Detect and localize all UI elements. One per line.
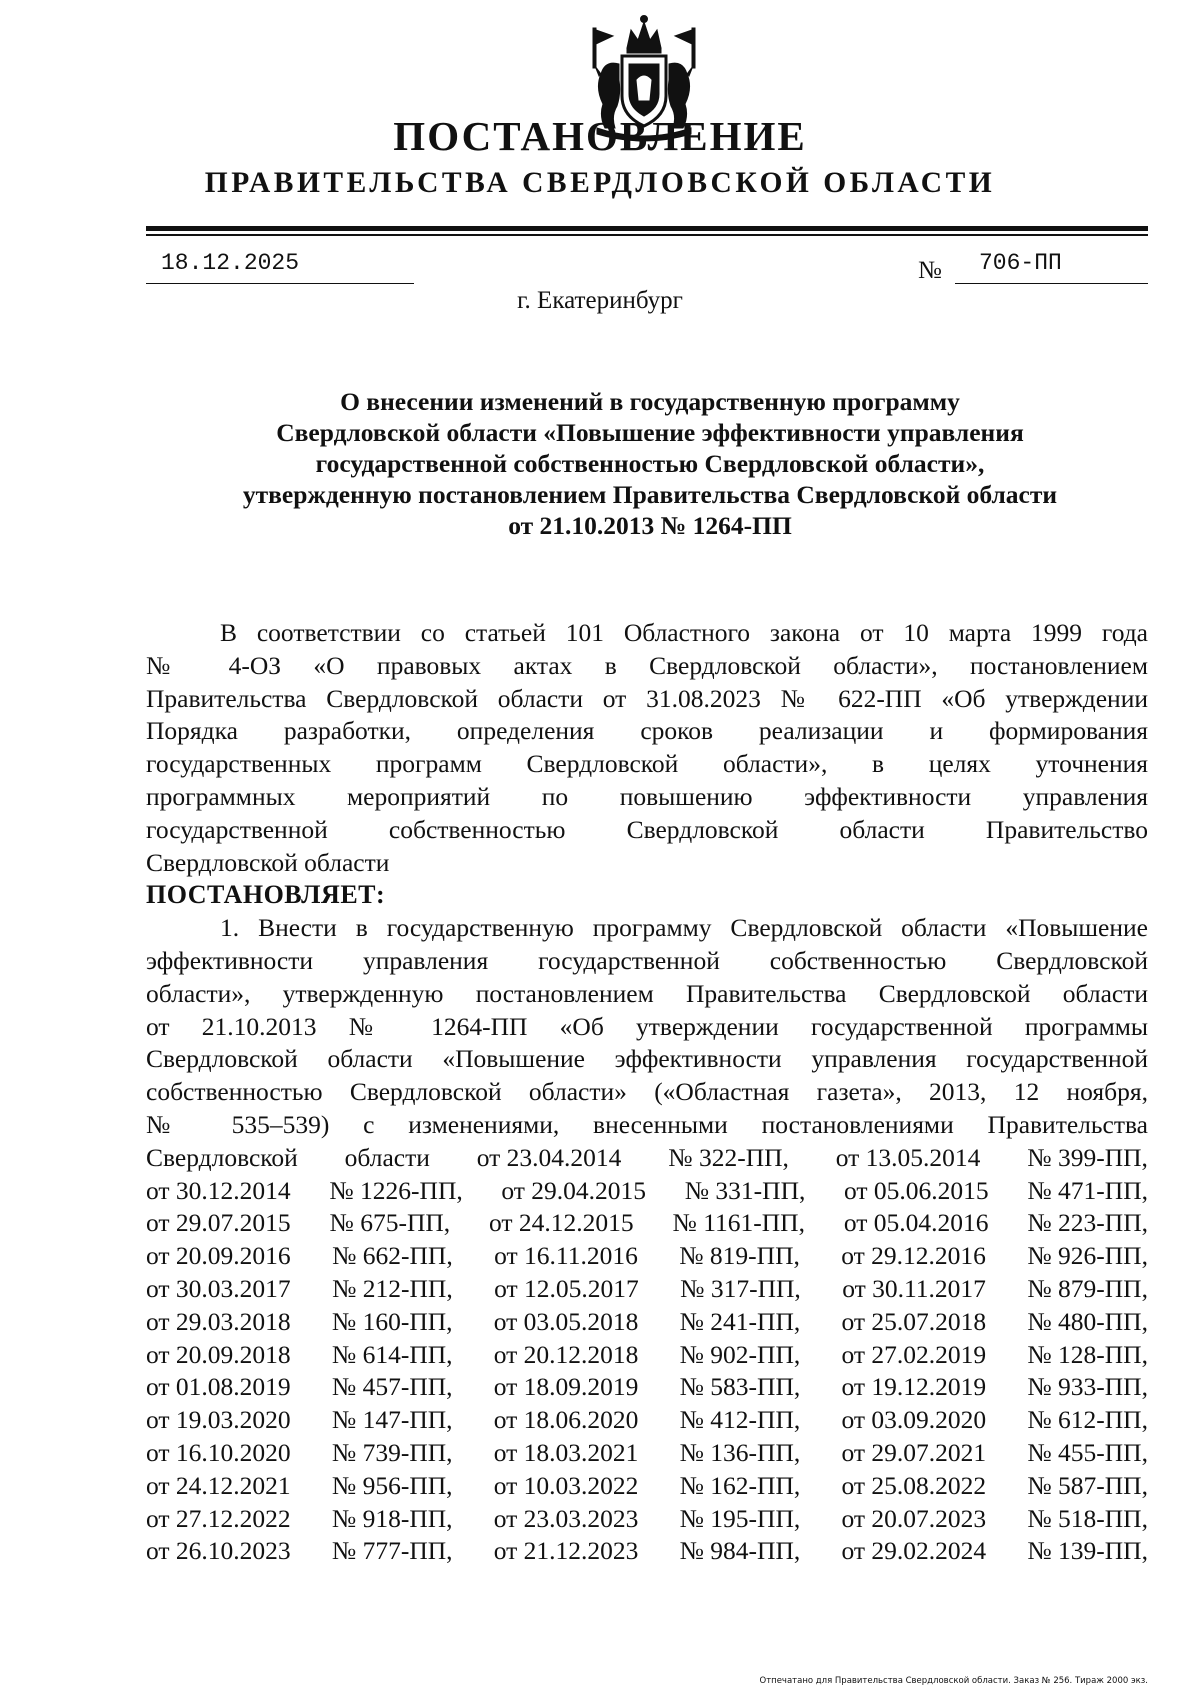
amendment-cell: № 139-ПП, [1027, 1536, 1148, 1566]
amendment-cell: от 29.03.2018 [146, 1306, 291, 1336]
document-type-heading: ПОСТАНОВЛЕНИЕ [393, 113, 807, 159]
amendment-cell: № 322-ПП, [668, 1142, 789, 1172]
amendment-cell: № 933-ПП, [1027, 1372, 1148, 1402]
document-city: г. Екатеринбург [517, 287, 683, 314]
amendment-cell: № 614-ПП, [331, 1339, 453, 1369]
amendment-cell: № 662-ПП, [332, 1241, 453, 1271]
document-body [146, 617, 1148, 1568]
item-1-line: собственностью Свердловской области» («Областная газета», 2013, 12 ноября, [146, 1077, 1148, 1107]
item-1-line: № 535–539) с изменениями, внесенными постановлениями Правительства [146, 1109, 1148, 1139]
item-1-line: эффективности управления государственной собственностью Свердловской [146, 945, 1148, 975]
amendment-cell: от 23.03.2023 [493, 1503, 639, 1533]
amendment-cell: № 612-ПП, [1027, 1405, 1148, 1435]
amendment-cell: от 05.04.2016 [843, 1208, 989, 1238]
amendment-cell: № 399-ПП, [1027, 1142, 1148, 1172]
title-line: О внесении изменений в государственную программу [340, 387, 960, 416]
amendment-cell: № 162-ПП, [679, 1470, 801, 1500]
amendment-cell: от 30.11.2017 [842, 1273, 986, 1303]
header-divider-thin [146, 234, 1148, 236]
amendment-cell: от 16.10.2020 [146, 1437, 291, 1467]
amendment-cell: № 223-ПП, [1027, 1208, 1148, 1238]
amendment-cell: от 12.05.2017 [494, 1273, 639, 1303]
amendment-cell: № 926-ПП, [1027, 1241, 1148, 1271]
amendment-cell: от 19.03.2020 [146, 1405, 291, 1435]
amendment-cell: № 128-ПП, [1027, 1339, 1148, 1369]
amendment-cell: от 27.12.2022 [146, 1503, 291, 1533]
amendment-cell: № 455-ПП, [1027, 1437, 1148, 1467]
decree-word: ПОСТАНОВЛЯЕТ: [146, 880, 386, 910]
preamble-paragraph [146, 617, 1148, 879]
amendment-cell: от 26.10.2023 [146, 1536, 291, 1566]
amendment-cell: № 1161-ПП, [672, 1208, 805, 1238]
amendment-cell: № 331-ПП, [684, 1175, 806, 1205]
amendment-cell: Свердловской [146, 1142, 298, 1172]
amendment-row [146, 1470, 1148, 1503]
amendment-cell: № 984-ПП, [679, 1536, 801, 1566]
item-1-paragraph [146, 912, 1148, 1568]
amendment-cell: № 956-ПП, [331, 1470, 453, 1500]
issuer-heading: ПРАВИТЕЛЬСТВА СВЕРДЛОВСКОЙ ОБЛАСТИ [204, 167, 996, 199]
amendment-cell: № 317-ПП, [680, 1273, 801, 1303]
amendment-cell: от 29.07.2015 [146, 1208, 291, 1238]
amendment-cell: № 819-ПП, [679, 1241, 800, 1271]
preamble-line: государственной собственностью Свердловской области Правительство [146, 814, 1148, 844]
print-footer: Отпечатано для Правительства Свердловской области. Заказ № 256. Тираж 2000 экз. [759, 1676, 1148, 1686]
amendment-cell: № 212-ПП, [332, 1273, 453, 1303]
preamble-line: программных мероприятий по повышению эффективности управления [146, 781, 1148, 811]
amendment-cell: от 18.03.2021 [493, 1437, 639, 1467]
amendment-cell: области [344, 1142, 430, 1172]
amendment-cell: от 16.11.2016 [494, 1241, 638, 1271]
preamble-line: № 4-ОЗ «О правовых актах в Свердловской области», постановлением [146, 650, 1148, 680]
preamble-line: Правительства Свердловской области от 31.08.2023 № 622-ПП «Об утверждении [146, 683, 1148, 713]
amendment-cell: № 739-ПП, [331, 1437, 453, 1467]
number-sign: № [918, 257, 942, 284]
amendment-row [146, 1240, 1148, 1273]
document-number: 706-ПП [955, 248, 1148, 284]
title-line: государственной собственностью Свердловской области», [315, 449, 985, 478]
amendment-row [146, 1404, 1148, 1437]
amendment-cell: от 25.08.2022 [841, 1470, 987, 1500]
title-line: Свердловской области «Повышение эффективности управления [276, 418, 1024, 447]
item-1-line: от 21.10.2013 № 1264-ПП «Об утверждении государственной программы [146, 1011, 1148, 1041]
amendment-cell: № 136-ПП, [679, 1437, 801, 1467]
amendment-cell: от 05.06.2015 [844, 1175, 989, 1205]
amendment-cell: № 879-ПП, [1027, 1273, 1148, 1303]
item-1-line: 1. Внести в государственную программу Свердловской области «Повышение [220, 913, 1148, 943]
amendment-cell: № 587-ПП, [1027, 1470, 1148, 1500]
amendment-cell: № 195-ПП, [679, 1503, 801, 1533]
amendment-cell: от 30.12.2014 [146, 1175, 291, 1205]
amendment-cell: от 19.12.2019 [841, 1372, 987, 1402]
header-divider-thick [146, 226, 1148, 231]
amendment-cell: от 18.06.2020 [493, 1405, 639, 1435]
amendment-cell: от 13.05.2014 [835, 1142, 981, 1172]
amendment-cell: № 675-ПП, [329, 1208, 451, 1238]
amendment-row [146, 1273, 1148, 1306]
amendment-cell: от 24.12.2021 [146, 1470, 291, 1500]
amendment-cell: № 583-ПП, [679, 1372, 801, 1402]
amendment-cell: № 1226-ПП, [329, 1175, 463, 1205]
amendment-cell: от 10.03.2022 [493, 1470, 639, 1500]
amendment-row [146, 1371, 1148, 1404]
amendment-row [146, 1175, 1148, 1208]
amendment-cell: от 20.12.2018 [493, 1339, 639, 1369]
amendment-cell: от 25.07.2018 [841, 1306, 987, 1336]
amendment-cell: № 457-ПП, [331, 1372, 453, 1402]
preamble-line: В соответствии со статьей 101 Областного закона от 10 марта 1999 года [220, 618, 1148, 647]
amendment-cell: № 777-ПП, [331, 1536, 453, 1566]
amendment-row [146, 1142, 1148, 1175]
amendment-cell: от 24.12.2015 [489, 1208, 634, 1238]
amendment-cell: № 918-ПП, [331, 1503, 453, 1533]
amendment-cell: от 29.12.2016 [841, 1241, 986, 1271]
amendment-row [146, 1535, 1148, 1568]
amendment-cell: от 29.02.2024 [841, 1536, 987, 1566]
amendment-cell: № 902-ПП, [679, 1339, 801, 1369]
amendment-list [146, 1175, 1148, 1569]
amendment-cell: № 518-ПП, [1027, 1503, 1148, 1533]
amendment-cell: от 20.09.2016 [146, 1241, 291, 1271]
amendment-row [146, 1306, 1148, 1339]
amendment-row [146, 1503, 1148, 1536]
amendment-cell: от 20.09.2018 [146, 1339, 291, 1369]
amendment-cell: от 29.07.2021 [841, 1437, 987, 1467]
preamble-line: Порядка разработки, определения сроков реализации и формирования [146, 716, 1148, 746]
amendment-row [146, 1437, 1148, 1470]
amendment-row [146, 1339, 1148, 1372]
preamble-line: Свердловской области [146, 847, 390, 877]
amendment-cell: от 29.04.2015 [501, 1175, 647, 1205]
document-date: 18.12.2025 [146, 248, 414, 284]
amendment-cell: № 412-ПП, [679, 1405, 801, 1435]
amendment-cell: № 241-ПП, [679, 1306, 801, 1336]
amendment-cell: от 27.02.2019 [841, 1339, 987, 1369]
amendment-cell: № 147-ПП, [331, 1405, 453, 1435]
amendment-cell: от 21.12.2023 [493, 1536, 639, 1566]
amendment-cell: № 480-ПП, [1027, 1306, 1148, 1336]
amendment-cell: от 03.05.2018 [493, 1306, 639, 1336]
amendment-cell: от 18.09.2019 [493, 1372, 639, 1402]
amendment-cell: от 01.08.2019 [146, 1372, 291, 1402]
preamble-line: государственных программ Свердловской области», в целях уточнения [146, 749, 1148, 779]
amendment-cell: от 23.04.2014 [476, 1142, 622, 1172]
title-line: утвержденную постановлением Правительства Свердловской области [242, 480, 1058, 509]
amendment-cell: от 03.09.2020 [841, 1405, 987, 1435]
document-title [170, 386, 1130, 541]
amendment-cell: от 30.03.2017 [146, 1273, 291, 1303]
amendment-row [146, 1207, 1148, 1240]
item-1-line: Свердловской области «Повышение эффективности управления государственной [146, 1044, 1148, 1074]
amendment-cell: № 471-ПП, [1027, 1175, 1148, 1205]
amendment-cell: № 160-ПП, [331, 1306, 453, 1336]
amendment-cell: от 20.07.2023 [841, 1503, 987, 1533]
title-line: от 21.10.2013 № 1264-ПП [508, 511, 792, 540]
item-1-line: области», утвержденную постановлением Правительства Свердловской области [146, 978, 1148, 1008]
